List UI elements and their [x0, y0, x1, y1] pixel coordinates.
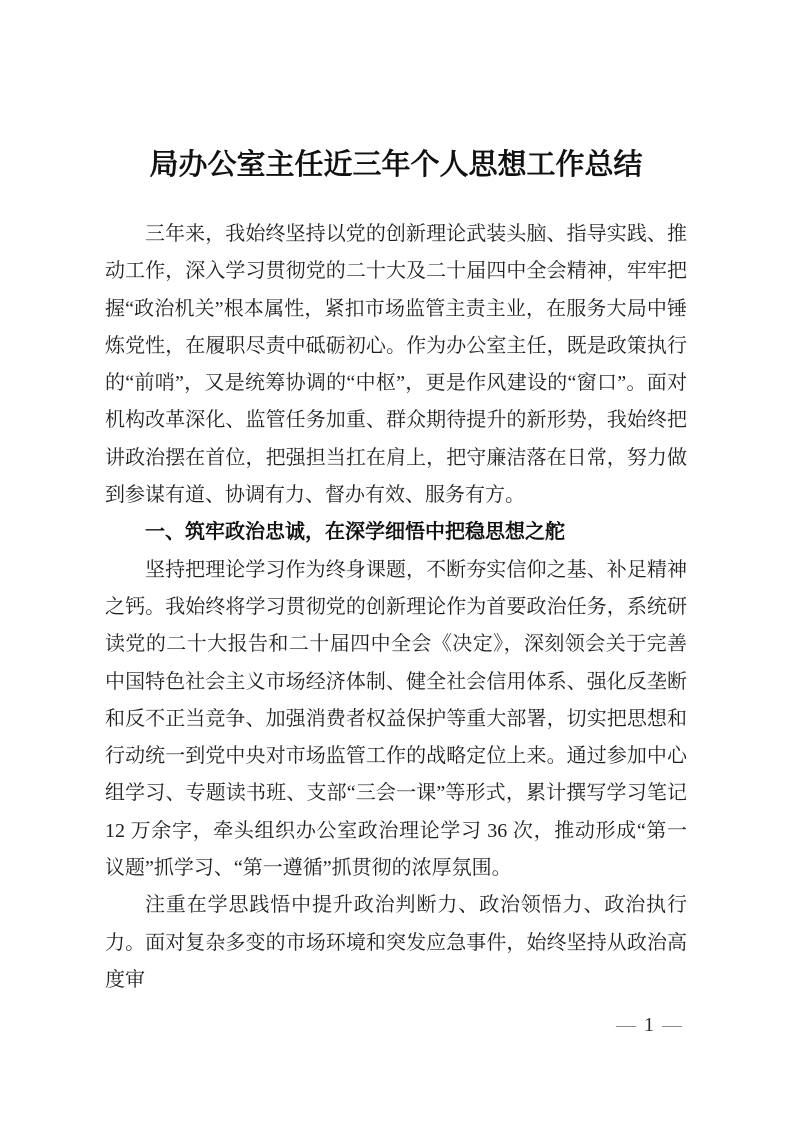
- paragraph-intro: 三年来，我始终坚持以党的创新理论武装头脑、指导实践、推动工作，深入学习贯彻党的二十大及二十届四中全会精神，牢牢把握“政治机关”根本属性，紧扣市场监管主责主业，在服务大局中锤炼党性，在履职尽责中砥砺初心。作为办公室主任，既是政策执行的“前哨”，又是统筹协调的“中枢”，更是作风建设的“窗口”。面对机构改革深化、监管任务加重、群众期待提升的新形势，我始终把讲政治摆在首位，把强担当扛在肩上，把守廉洁落在日常，努力做到参谋有道、协调有力、督办有效、服务有方。: [105, 223, 687, 507]
- page-number-value: 1: [644, 1014, 654, 1036]
- section-heading-1: 一、筑牢政治忠诚，在深学细悟中把稳思想之舵: [145, 521, 565, 544]
- page-number: [616, 1013, 682, 1037]
- document-title: 局办公室主任近三年个人思想工作总结: [149, 149, 643, 181]
- paragraph-political-ability: 注重在学思践悟中提升政治判断力、政治领悟力、政治执行力。面对复杂多变的市场环境和突发应急事件，始终坚持从政治高度审: [105, 894, 687, 991]
- page-number-dash-left: —: [616, 1014, 636, 1036]
- page-number-dash-right: —: [662, 1014, 682, 1036]
- paragraph-theory-study: 坚持把理论学习作为终身课题，不断夯实信仰之基、补足精神之钙。我始终将学习贯彻党的创新理论作为首要政治任务，系统研读党的二十大报告和二十届四中全会《决定》，深刻领会关于完善中国特色社会主义市场经济体制、健全社会信用体系、强化反垄断和反不正当竞争、加强消费者权益保护等重大部署，切实把思想和行动统一到党中央对市场监管工作的战略定位上来。通过参加中心组学习、专题读书班、支部“三会一课”等形式，累计撰写学习笔记 12 万余字，牵头组织办公室政治理论学习 36 次，推动形成“第一议题”抓学习、“第一遵循”抓贯彻的浓厚氛围。: [105, 558, 687, 880]
- document-content: [105, 0, 687, 999]
